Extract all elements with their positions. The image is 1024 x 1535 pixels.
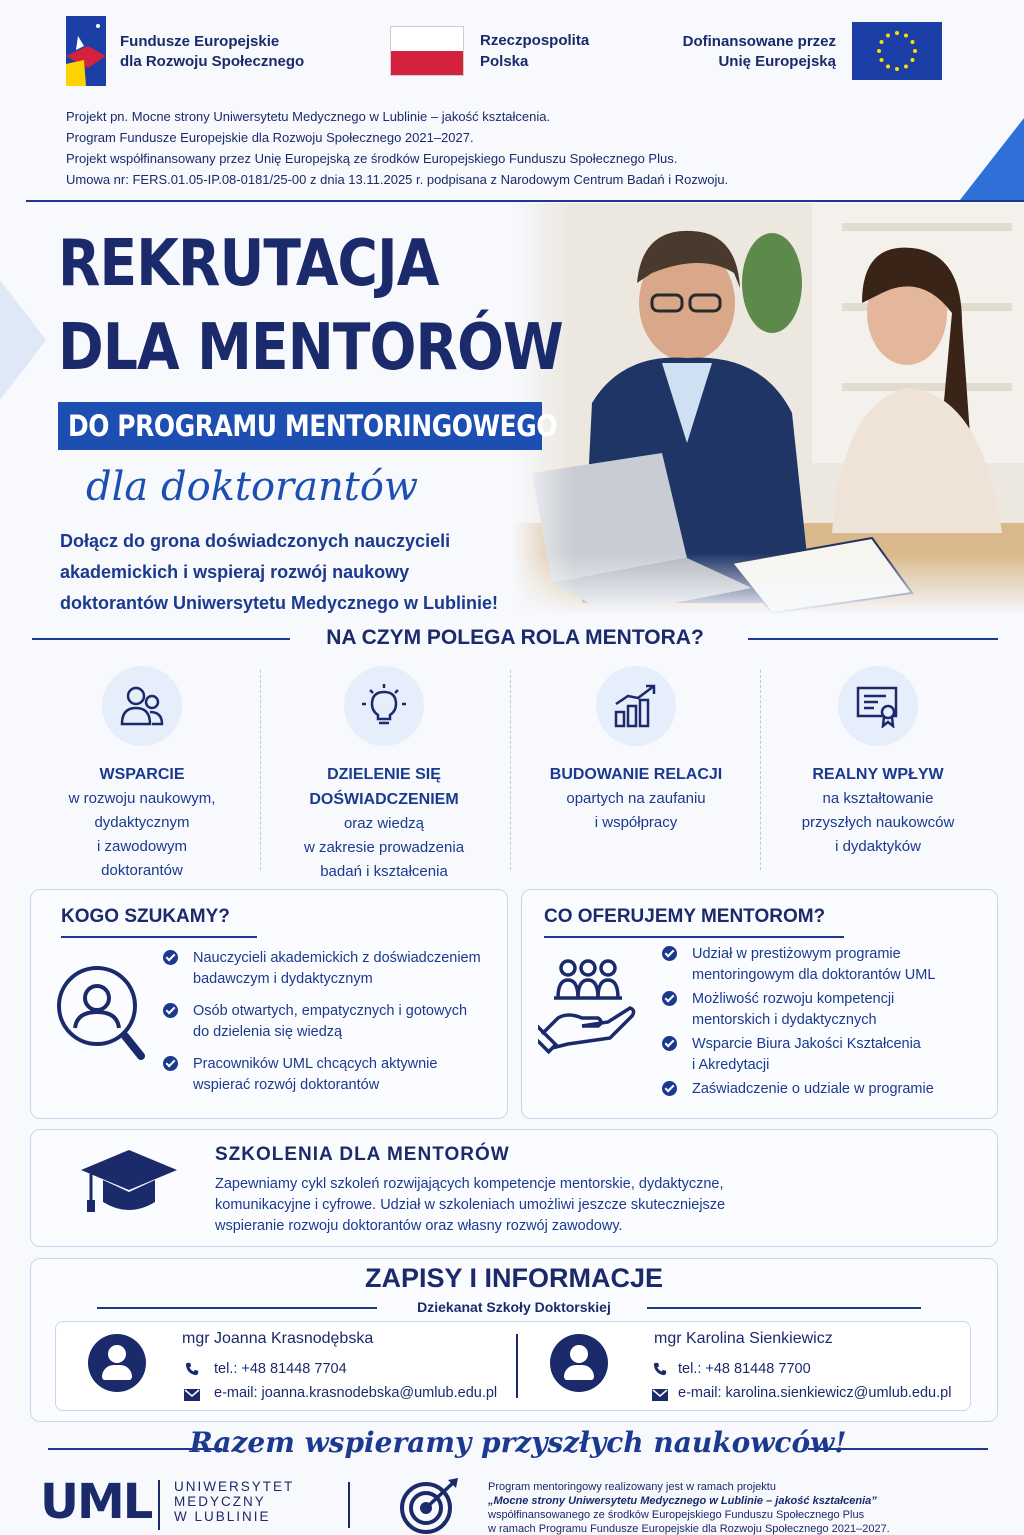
header-divider xyxy=(26,200,1024,202)
fe-logo-line: dla Rozwoju Społecznego xyxy=(120,53,305,70)
avatar-icon xyxy=(88,1334,146,1392)
roles-grid xyxy=(18,666,1008,880)
role-text: i dydaktyków xyxy=(835,838,921,855)
role-text: doktorantów xyxy=(101,862,183,879)
contacts-panel xyxy=(55,1321,971,1411)
role-divider xyxy=(510,670,511,870)
role-impact xyxy=(754,666,1002,859)
trainings-line: wspieranie rozwoju doktorantów oraz własny rozwój zawodowy. xyxy=(215,1218,623,1234)
side-decoration xyxy=(0,280,46,400)
uml-name-line: UNIWERSYTET xyxy=(174,1479,295,1494)
list-item-line: mentoringowym dla doktorantów UML xyxy=(692,967,936,983)
heading-underline xyxy=(544,936,844,938)
pl-logo-line: Rzeczpospolita xyxy=(480,32,590,49)
list-item-line: Osób otwartych, empatycznych i gotowych xyxy=(193,1003,468,1019)
heading-underline xyxy=(61,936,257,938)
trainings-heading: SZKOLENIA DLA MENTORÓW xyxy=(215,1144,510,1165)
phone-icon xyxy=(652,1362,668,1376)
eu-logo-text xyxy=(640,32,836,72)
script-subtitle: dla doktorantów xyxy=(86,464,419,510)
program-badge xyxy=(58,402,558,450)
mentors-photo xyxy=(512,203,1024,615)
list-item xyxy=(163,948,503,990)
lightbulb-icon xyxy=(362,684,406,728)
offer-heading: CO OFERUJEMY MENTOROM? xyxy=(544,906,826,927)
eu-logo-line: Dofinansowane przez xyxy=(682,33,836,50)
pl-logo-line: Polska xyxy=(480,53,529,70)
role-sharing xyxy=(260,666,508,884)
list-item-line: Zaświadczenie o udziale w programie xyxy=(692,1081,934,1097)
intro-line: akademickich i wspieraj rozwój naukowy xyxy=(60,562,410,582)
project-line: Projekt współfinansowany przez Unię Europejską ze środków Europejskiego Funduszu Społecznego Plus. xyxy=(66,151,678,166)
role-text: w rozwoju naukowym, xyxy=(68,790,216,807)
check-icon xyxy=(163,1056,178,1071)
role-title: WSPARCIE xyxy=(99,766,185,783)
uml-name-line: W LUBLINIE xyxy=(174,1509,271,1524)
logo-divider xyxy=(158,1480,160,1530)
contact-card xyxy=(56,1322,514,1410)
project-line: Umowa nr: FERS.01.05-IP.08-0181/25-00 z dnia 13.11.2025 r. podpisana z Narodowym Centrum Badań i Rozwoju. xyxy=(66,172,729,187)
offer-box xyxy=(521,889,998,1119)
role-text: badań i kształcenia xyxy=(320,863,448,880)
pl-logo-text xyxy=(480,30,589,72)
list-item-line: Nauczycieli akademickich z doświadczeniem xyxy=(193,950,481,966)
contact-email[interactable]: e-mail: joanna.krasnodebska@umlub.edu.pl xyxy=(214,1385,498,1401)
role-text: opartych na zaufaniu xyxy=(566,790,706,807)
check-icon xyxy=(662,1081,677,1096)
check-icon xyxy=(163,950,178,965)
role-title: REALNY WPŁYW xyxy=(812,766,944,783)
list-item-line: i Akredytacji xyxy=(692,1057,770,1073)
list-item xyxy=(163,1054,503,1096)
contact-name: mgr Karolina Sienkiewicz xyxy=(654,1330,833,1347)
trainings-line: Zapewniamy cykl szkoleń rozwijających kompetencje mentorskie, dydaktyczne, xyxy=(215,1176,724,1192)
role-title: DZIELENIE SIĘ xyxy=(327,766,441,783)
hand-people-icon xyxy=(538,956,638,1056)
footer-note-line: Program mentoringowy realizowany jest w ramach projektu xyxy=(488,1481,776,1493)
role-title: BUDOWANIE RELACJI xyxy=(549,766,723,783)
header-logos xyxy=(0,14,1024,89)
role-relations xyxy=(512,666,760,835)
list-item-line: Udział w prestiżowym programie xyxy=(692,946,901,962)
list-item xyxy=(662,1034,992,1076)
list-item xyxy=(662,944,992,986)
uml-name xyxy=(174,1479,294,1524)
role-text: przyszłych naukowców xyxy=(801,814,955,831)
eu-flag-icon xyxy=(852,22,942,80)
list-item xyxy=(662,989,992,1031)
contact-email[interactable]: e-mail: karolina.sienkiewicz@umlub.edu.pl xyxy=(678,1385,952,1401)
email-icon xyxy=(184,1388,200,1402)
title-line-2: DLA MENTORÓW xyxy=(58,311,563,385)
contact-phone[interactable]: tel.: +48 81448 7704 xyxy=(214,1361,347,1377)
seeking-list xyxy=(163,948,503,1107)
list-item-line: wspierać rozwój doktorantów xyxy=(193,1077,380,1093)
phone-icon xyxy=(184,1362,200,1376)
seeking-heading: KOGO SZUKAMY? xyxy=(61,906,230,927)
role-title: DOŚWIADCZENIEM xyxy=(309,791,459,808)
corner-decoration xyxy=(960,118,1024,200)
footer-note-line: współfinansowanego ze środków Europejskiego Funduszu Społecznego Plus xyxy=(488,1509,865,1521)
growth-chart-icon xyxy=(614,684,658,728)
uml-name-line: MEDYCZNY xyxy=(174,1494,266,1509)
people-icon xyxy=(120,684,164,728)
offer-list xyxy=(662,944,992,1103)
check-icon xyxy=(662,946,677,961)
project-info xyxy=(66,106,728,190)
contact-box xyxy=(30,1258,998,1422)
check-icon xyxy=(662,1036,677,1051)
list-item-line: mentorskich i dydaktycznych xyxy=(692,1012,877,1028)
role-support xyxy=(18,666,266,883)
project-line: Projekt pn. Mocne strony Uniwersytetu Medycznego w Lublinie – jakość kształcenia. xyxy=(66,109,551,124)
contact-heading: ZAPISY I INFORMACJE xyxy=(364,1263,664,1293)
search-person-icon xyxy=(55,964,145,1064)
slogan-row xyxy=(48,1426,988,1466)
contact-phone[interactable]: tel.: +48 81448 7700 xyxy=(678,1361,811,1377)
trainings-text xyxy=(215,1174,815,1237)
intro-line: Dołącz do grona doświadczonych nauczycieli xyxy=(60,531,451,551)
contact-subheading: Dziekanat Szkoły Doktorskiej xyxy=(417,1299,611,1315)
fe-logo-icon xyxy=(66,16,106,86)
list-item xyxy=(662,1079,992,1100)
role-text: i zawodowym xyxy=(96,838,188,855)
footer-note-line: „Mocne strony Uniwersytetu Medycznego w Lublinie – jakość kształcenia” xyxy=(488,1495,877,1507)
list-item xyxy=(163,1001,503,1043)
seeking-box xyxy=(30,889,508,1119)
list-item-line: Możliwość rozwoju kompetencji xyxy=(692,991,895,1007)
contact-card xyxy=(518,1322,970,1410)
intro-line: doktorantów Uniwersytetu Medycznego w Lublinie! xyxy=(60,593,499,613)
target-icon xyxy=(398,1478,462,1534)
footer-divider xyxy=(348,1482,350,1528)
role-text: i współpracy xyxy=(594,814,678,831)
fe-logo-line: Fundusze Europejskie xyxy=(120,33,280,50)
role-text: dydaktycznym xyxy=(94,814,190,831)
trainings-box xyxy=(30,1129,998,1247)
role-section-heading xyxy=(32,626,998,656)
fe-logo-text xyxy=(120,32,304,72)
list-item-line: badawczym i dydaktycznym xyxy=(193,971,373,987)
role-heading-text: NA CZYM POLEGA ROLA MENTORA? xyxy=(326,626,704,649)
list-item-line: Wsparcie Biura Jakości Kształcenia xyxy=(692,1036,921,1052)
trainings-line: komunikacyjne i cyfrowe. Udział w szkoleniach umożliwi jeszcze skuteczniejsze xyxy=(215,1197,726,1213)
email-icon xyxy=(652,1388,668,1402)
check-icon xyxy=(662,991,677,1006)
polish-flag-icon xyxy=(390,26,464,76)
role-text: w zakresie prowadzenia xyxy=(303,839,465,856)
list-item-line: Pracowników UML chcących aktywnie xyxy=(193,1056,438,1072)
eu-logo-line: Unię Europejską xyxy=(718,53,836,70)
footer-note xyxy=(488,1480,1008,1535)
avatar-icon xyxy=(550,1334,608,1392)
title-line-1: REKRUTACJA xyxy=(58,227,439,301)
list-item-line: do dzielenia się wiedzą xyxy=(193,1024,343,1040)
project-line: Program Fundusze Europejskie dla Rozwoju Społecznego 2021–2027. xyxy=(66,130,474,145)
role-text: oraz wiedzą xyxy=(343,815,425,832)
slogan: Razem wspieramy przyszłych naukowców! xyxy=(189,1426,847,1459)
uml-logo: UML xyxy=(40,1474,152,1530)
graduation-cap-icon xyxy=(79,1146,179,1218)
intro-text xyxy=(60,526,530,619)
role-text: na kształtowanie xyxy=(822,790,934,807)
certificate-icon xyxy=(856,684,900,728)
check-icon xyxy=(163,1003,178,1018)
contact-name: mgr Joanna Krasnodębska xyxy=(182,1330,374,1347)
footer-note-line: w ramach Programu Fundusze Europejskie dla Rozwoju Społecznego 2021–2027. xyxy=(488,1523,890,1535)
program-badge-text: DO PROGRAMU MENTORINGOWEGO xyxy=(68,409,558,443)
